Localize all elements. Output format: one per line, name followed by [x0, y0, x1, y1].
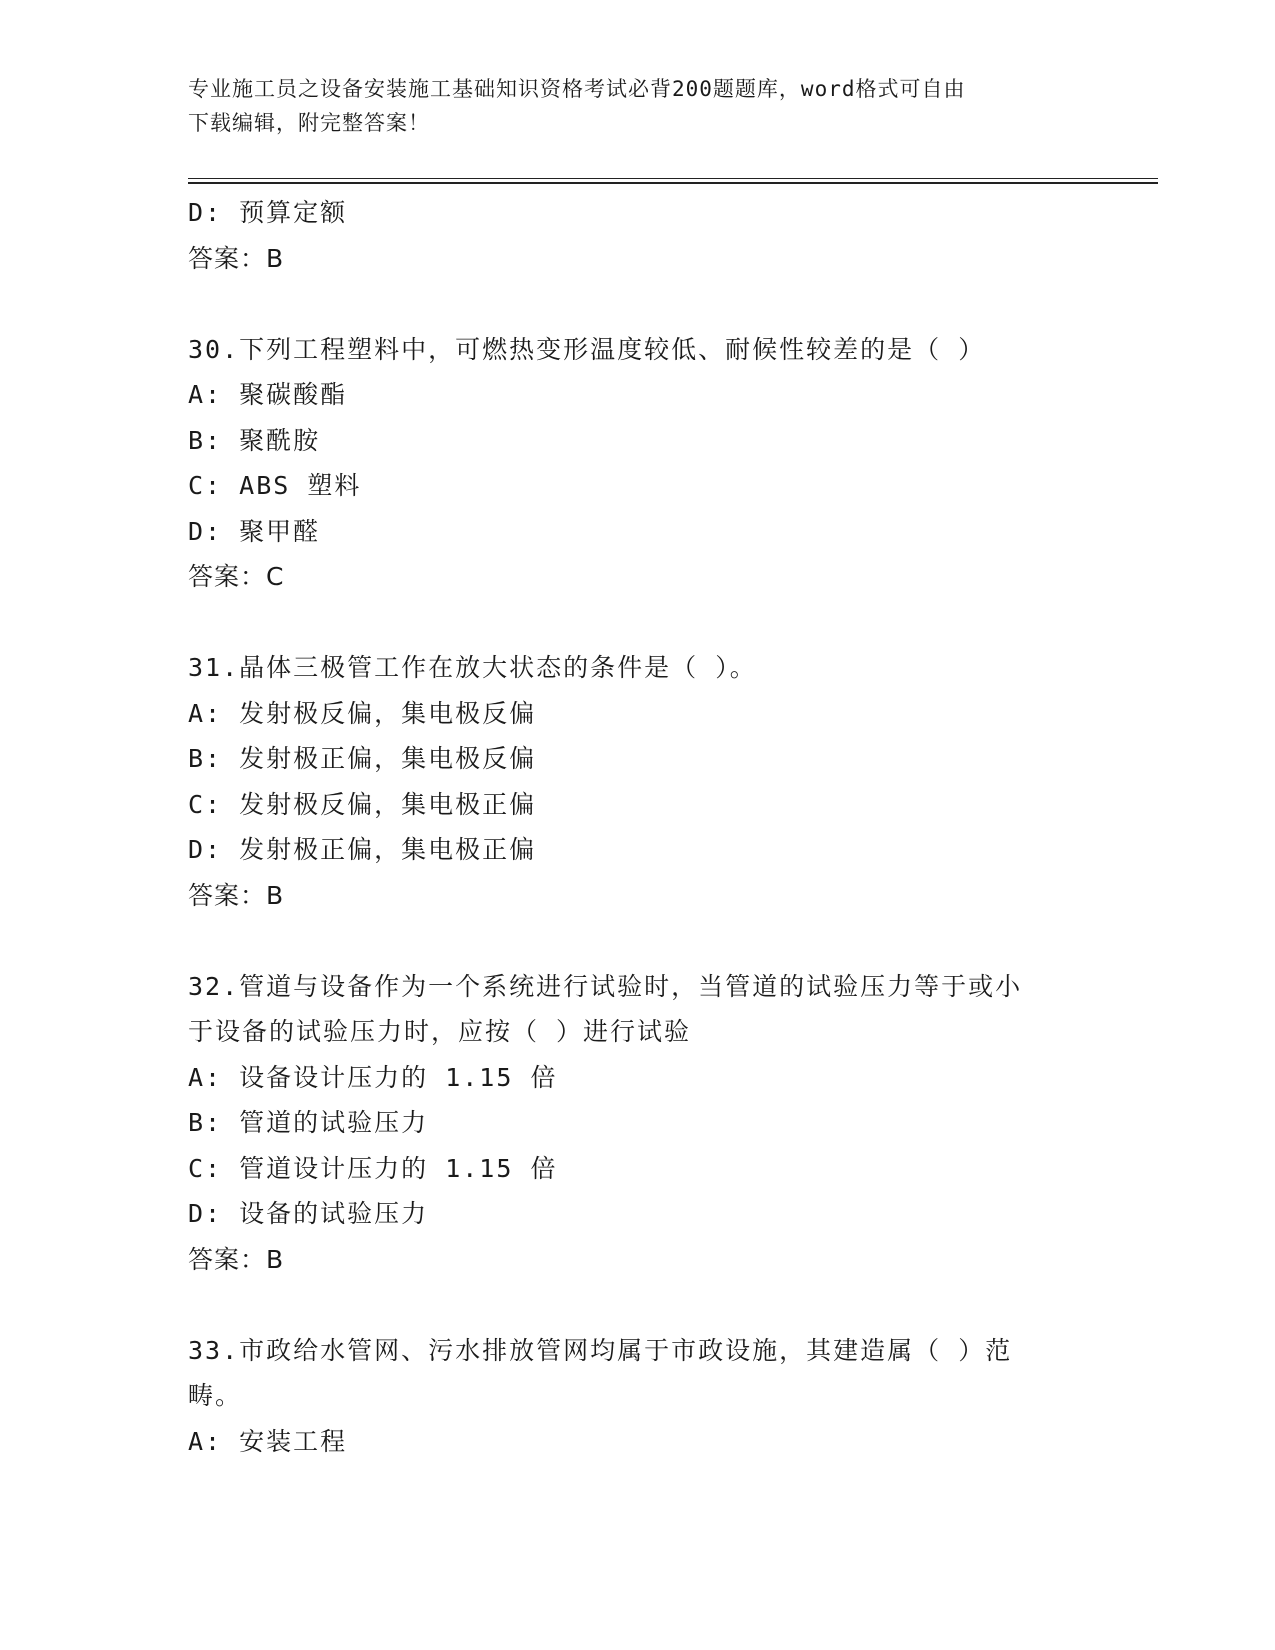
option-a: A: 发射极反偏，集电极反偏	[188, 698, 537, 728]
option-c: C: 发射极反偏，集电极正偏	[188, 789, 537, 819]
question-31	[188, 645, 1088, 918]
option-d: D: 聚甲醛	[188, 516, 321, 546]
question-32	[188, 964, 1088, 1283]
option-b: B: 聚酰胺	[188, 425, 321, 455]
option-a: A: 聚碳酸酯	[188, 380, 348, 409]
spacer	[188, 918, 1088, 964]
question-33	[188, 1328, 1088, 1465]
option-a: A: 设备设计压力的 1.15 倍	[188, 1062, 558, 1092]
option-b: B: 管道的试验压力	[188, 1108, 429, 1137]
spacer	[188, 281, 1088, 327]
question-stem: 30.下列工程塑料中，可燃热变形温度较低、耐候性较差的是（ ）	[188, 334, 986, 364]
header-line-2: 下载编辑，附完整答案！	[188, 111, 430, 135]
spacer	[188, 1282, 1088, 1328]
question-stem-line-1: 33.市政给水管网、污水排放管网均属于市政设施，其建造属（ ）范	[188, 1335, 1013, 1365]
prev-option-d: D: 预算定额	[188, 198, 348, 227]
question-stem-line-1: 32.管道与设备作为一个系统进行试验时，当管道的试验压力等于或小	[188, 971, 1023, 1001]
option-d: D: 发射极正偏，集电极正偏	[188, 835, 537, 864]
answer: 答案：B	[188, 880, 285, 910]
option-c: C: ABS 塑料	[188, 471, 362, 500]
header-line-1: 专业施工员之设备安装施工基础知识资格考试必背200题题库，word格式可自由	[188, 77, 966, 101]
option-d: D: 设备的试验压力	[188, 1199, 429, 1228]
answer: 答案：B	[188, 1244, 285, 1274]
answer: 答案：C	[188, 562, 285, 591]
header-divider-thin	[188, 178, 1158, 179]
question-stem-line-2: 畴。	[188, 1381, 243, 1410]
question-30	[188, 327, 1088, 600]
option-b: B: 发射极正偏，集电极反偏	[188, 744, 537, 773]
prev-answer: 答案：B	[188, 243, 285, 273]
question-stem-line-2: 于设备的试验压力时，应按（ ）进行试验	[188, 1017, 692, 1046]
question-list	[188, 190, 1088, 1464]
option-a: A: 安装工程	[188, 1426, 348, 1456]
spacer	[188, 600, 1088, 646]
question-stem: 31.晶体三极管工作在放大状态的条件是（ ）。	[188, 653, 757, 682]
document-header	[188, 72, 1088, 140]
header-divider-thick	[188, 182, 1158, 184]
option-c: C: 管道设计压力的 1.15 倍	[188, 1153, 558, 1183]
